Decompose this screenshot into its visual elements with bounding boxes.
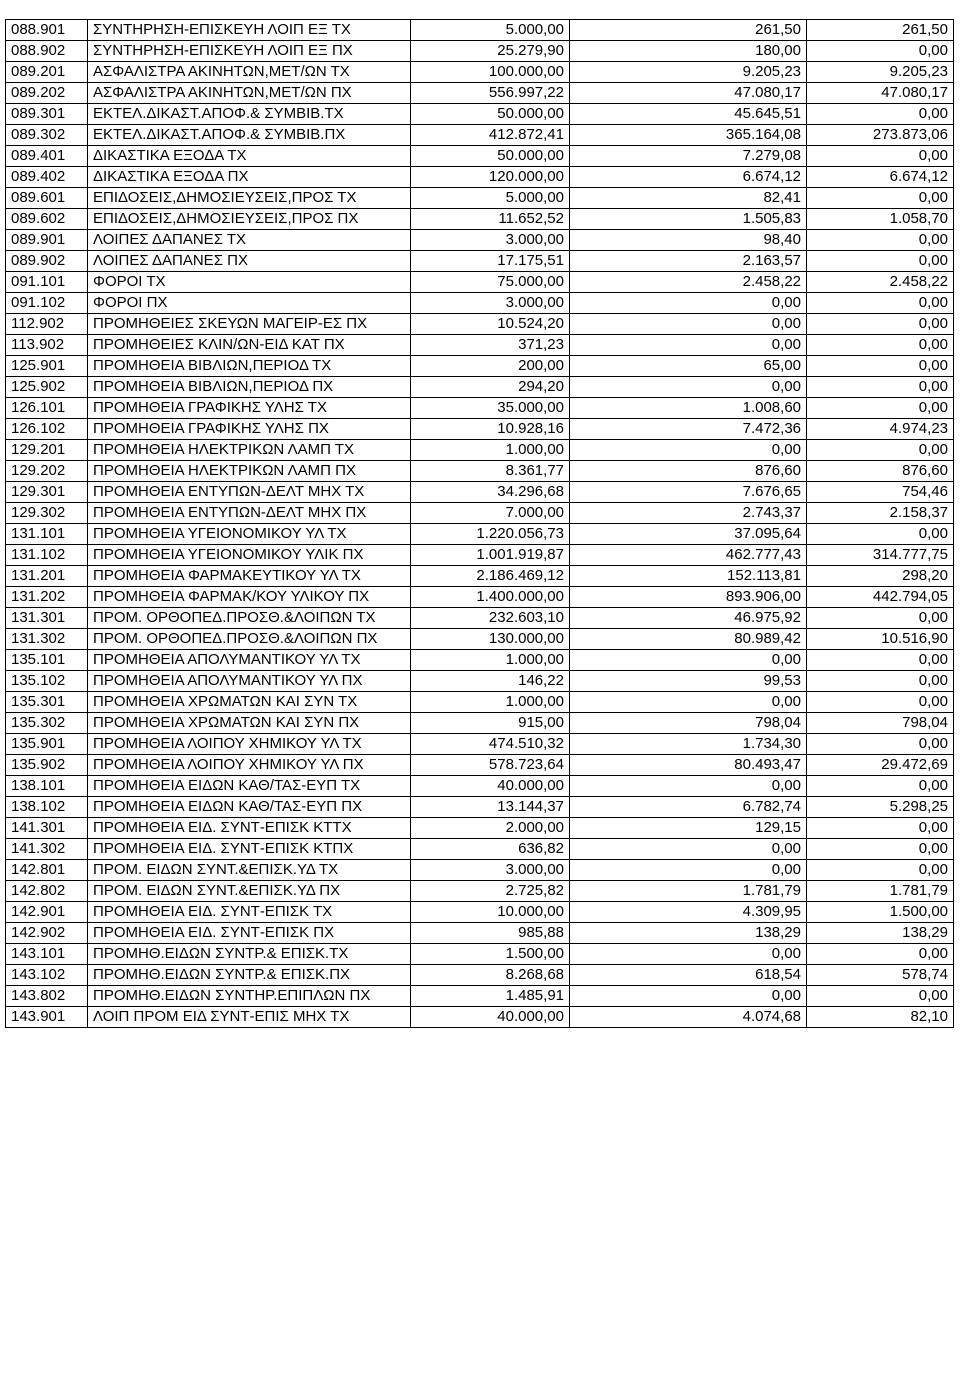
table-row — [6, 986, 954, 1007]
committed-amount-cell: 4.309,95 — [570, 902, 807, 923]
committed-amount-cell: 0,00 — [570, 314, 807, 335]
committed-amount-cell: 0,00 — [570, 944, 807, 965]
account-code-cell: 089.202 — [6, 83, 88, 104]
committed-amount-cell: 6.782,74 — [570, 797, 807, 818]
table-row — [6, 251, 954, 272]
paid-amount-cell: 10.516,90 — [807, 629, 954, 650]
budget-amount-cell: 2.725,82 — [411, 881, 570, 902]
description-cell: ΠΡΟΜΗΘΕΙΕΣ ΚΛΙΝ/ΩΝ-ΕΙΔ ΚΑΤ ΠΧ — [88, 335, 411, 356]
account-code-cell: 131.201 — [6, 566, 88, 587]
account-code-cell: 088.902 — [6, 41, 88, 62]
paid-amount-cell: 0,00 — [807, 671, 954, 692]
table-row — [6, 356, 954, 377]
committed-amount-cell: 47.080,17 — [570, 83, 807, 104]
description-cell: ΠΡΟΜΗΘ.ΕΙΔΩΝ ΣΥΝΤΡ.& ΕΠΙΣΚ.ΠΧ — [88, 965, 411, 986]
budget-amount-cell: 7.000,00 — [411, 503, 570, 524]
account-code-cell: 112.902 — [6, 314, 88, 335]
account-code-cell: 089.402 — [6, 167, 88, 188]
table-row — [6, 902, 954, 923]
committed-amount-cell: 7.279,08 — [570, 146, 807, 167]
description-cell: ΠΡΟΜΗΘΕΙΑ ΦΑΡΜΑΚΕΥΤΙΚΟΥ ΥΛ ΤΧ — [88, 566, 411, 587]
table-row — [6, 797, 954, 818]
paid-amount-cell: 2.158,37 — [807, 503, 954, 524]
table-row — [6, 608, 954, 629]
budget-amount-cell: 3.000,00 — [411, 230, 570, 251]
budget-amount-cell: 40.000,00 — [411, 1007, 570, 1028]
description-cell: ΑΣΦΑΛΙΣΤΡΑ ΑΚΙΝΗΤΩΝ,ΜΕΤ/ΩΝ ΠΧ — [88, 83, 411, 104]
budget-amount-cell: 8.268,68 — [411, 965, 570, 986]
description-cell: ΠΡΟΜΗΘΕΙΑ ΥΓΕΙΟΝΟΜΙΚΟΥ ΥΛΙΚ ΠΧ — [88, 545, 411, 566]
budget-amount-cell: 2.000,00 — [411, 818, 570, 839]
committed-amount-cell: 7.676,65 — [570, 482, 807, 503]
table-row — [6, 377, 954, 398]
paid-amount-cell: 0,00 — [807, 650, 954, 671]
committed-amount-cell: 0,00 — [570, 986, 807, 1007]
description-cell: ΠΡΟΜ. ΟΡΘΟΠΕΔ.ΠΡΟΣΘ.&ΛΟΙΠΩΝ ΤΧ — [88, 608, 411, 629]
table-row — [6, 755, 954, 776]
paid-amount-cell: 0,00 — [807, 524, 954, 545]
account-code-cell: 143.802 — [6, 986, 88, 1007]
committed-amount-cell: 2.458,22 — [570, 272, 807, 293]
table-row — [6, 482, 954, 503]
account-code-cell: 141.301 — [6, 818, 88, 839]
committed-amount-cell: 876,60 — [570, 461, 807, 482]
table-row — [6, 209, 954, 230]
account-code-cell: 089.301 — [6, 104, 88, 125]
account-code-cell: 143.901 — [6, 1007, 88, 1028]
table-row — [6, 419, 954, 440]
description-cell: ΠΡΟΜ. ΕΙΔΩΝ ΣΥΝΤ.&ΕΠΙΣΚ.ΥΔ ΤΧ — [88, 860, 411, 881]
budget-amount-cell: 1.000,00 — [411, 650, 570, 671]
committed-amount-cell: 798,04 — [570, 713, 807, 734]
table-row — [6, 440, 954, 461]
account-code-cell: 129.202 — [6, 461, 88, 482]
description-cell: ΠΡΟΜΗΘ.ΕΙΔΩΝ ΣΥΝΤΡ.& ΕΠΙΣΚ.ΤΧ — [88, 944, 411, 965]
account-code-cell: 142.801 — [6, 860, 88, 881]
table-row — [6, 776, 954, 797]
account-code-cell: 131.302 — [6, 629, 88, 650]
paid-amount-cell: 876,60 — [807, 461, 954, 482]
account-code-cell: 129.302 — [6, 503, 88, 524]
budget-amount-cell: 13.144,37 — [411, 797, 570, 818]
table-row — [6, 671, 954, 692]
table-row — [6, 923, 954, 944]
budget-amount-cell: 5.000,00 — [411, 20, 570, 41]
committed-amount-cell: 0,00 — [570, 335, 807, 356]
committed-amount-cell: 0,00 — [570, 293, 807, 314]
committed-amount-cell: 0,00 — [570, 650, 807, 671]
committed-amount-cell: 1.505,83 — [570, 209, 807, 230]
table-row — [6, 587, 954, 608]
paid-amount-cell: 0,00 — [807, 188, 954, 209]
description-cell: ΠΡΟΜΗΘΕΙΑ ΓΡΑΦΙΚΗΣ ΥΛΗΣ ΤΧ — [88, 398, 411, 419]
paid-amount-cell: 0,00 — [807, 944, 954, 965]
table-row — [6, 20, 954, 41]
table-row — [6, 692, 954, 713]
committed-amount-cell: 46.975,92 — [570, 608, 807, 629]
account-code-cell: 135.902 — [6, 755, 88, 776]
table-row — [6, 293, 954, 314]
account-code-cell: 126.102 — [6, 419, 88, 440]
paid-amount-cell: 0,00 — [807, 356, 954, 377]
committed-amount-cell: 80.493,47 — [570, 755, 807, 776]
description-cell: ΛΟΙΠΕΣ ΔΑΠΑΝΕΣ ΠΧ — [88, 251, 411, 272]
description-cell: ΠΡΟΜ. ΕΙΔΩΝ ΣΥΝΤ.&ΕΠΙΣΚ.ΥΔ ΠΧ — [88, 881, 411, 902]
table-row — [6, 146, 954, 167]
budget-amount-cell: 556.997,22 — [411, 83, 570, 104]
table-row — [6, 167, 954, 188]
account-code-cell: 089.901 — [6, 230, 88, 251]
budget-amount-cell: 200,00 — [411, 356, 570, 377]
budget-amount-cell: 10.000,00 — [411, 902, 570, 923]
table-row — [6, 860, 954, 881]
description-cell: ΠΡΟΜΗΘΕΙΑ ΗΛΕΚΤΡΙΚΩΝ ΛΑΜΠ ΠΧ — [88, 461, 411, 482]
committed-amount-cell: 99,53 — [570, 671, 807, 692]
description-cell: ΠΡΟΜΗΘΕΙΑ ΕΙΔ. ΣΥΝΤ-ΕΠΙΣΚ ΚΤΠΧ — [88, 839, 411, 860]
description-cell: ΠΡΟΜΗΘΕΙΑ ΕΝΤΥΠΩΝ-ΔΕΛΤ ΜΗΧ ΠΧ — [88, 503, 411, 524]
paid-amount-cell: 0,00 — [807, 986, 954, 1007]
budget-amount-cell: 8.361,77 — [411, 461, 570, 482]
committed-amount-cell: 365.164,08 — [570, 125, 807, 146]
paid-amount-cell: 29.472,69 — [807, 755, 954, 776]
table-row — [6, 1007, 954, 1028]
table-row — [6, 314, 954, 335]
committed-amount-cell: 0,00 — [570, 440, 807, 461]
paid-amount-cell: 0,00 — [807, 230, 954, 251]
budget-amount-cell: 1.000,00 — [411, 692, 570, 713]
paid-amount-cell: 273.873,06 — [807, 125, 954, 146]
description-cell: ΠΡΟΜΗΘΕΙΑ ΦΑΡΜΑΚ/ΚΟΥ ΥΛΙΚΟΥ ΠΧ — [88, 587, 411, 608]
committed-amount-cell: 1.781,79 — [570, 881, 807, 902]
paid-amount-cell: 754,46 — [807, 482, 954, 503]
budget-amount-cell: 5.000,00 — [411, 188, 570, 209]
paid-amount-cell: 2.458,22 — [807, 272, 954, 293]
paid-amount-cell: 4.974,23 — [807, 419, 954, 440]
table-row — [6, 62, 954, 83]
description-cell: ΠΡΟΜΗΘΕΙΑ ΕΙΔΩΝ ΚΑΘ/ΤΑΣ-ΕΥΠ ΠΧ — [88, 797, 411, 818]
table-row — [6, 272, 954, 293]
table-row — [6, 41, 954, 62]
committed-amount-cell: 80.989,42 — [570, 629, 807, 650]
committed-amount-cell: 7.472,36 — [570, 419, 807, 440]
description-cell: ΠΡΟΜΗΘΕΙΑ ΑΠΟΛΥΜΑΝΤΙΚΟΥ ΥΛ ΠΧ — [88, 671, 411, 692]
committed-amount-cell: 618,54 — [570, 965, 807, 986]
budget-amount-cell: 11.652,52 — [411, 209, 570, 230]
description-cell: ΠΡΟΜΗΘΕΙΑ ΛΟΙΠΟΥ ΧΗΜΙΚΟΥ ΥΛ ΠΧ — [88, 755, 411, 776]
paid-amount-cell: 0,00 — [807, 146, 954, 167]
table-row — [6, 104, 954, 125]
paid-amount-cell: 1.500,00 — [807, 902, 954, 923]
budget-amount-cell: 10.928,16 — [411, 419, 570, 440]
budget-amount-cell: 17.175,51 — [411, 251, 570, 272]
account-code-cell: 091.102 — [6, 293, 88, 314]
description-cell: ΑΣΦΑΛΙΣΤΡΑ ΑΚΙΝΗΤΩΝ,ΜΕΤ/ΩΝ ΤΧ — [88, 62, 411, 83]
account-code-cell: 113.902 — [6, 335, 88, 356]
account-code-cell: 131.202 — [6, 587, 88, 608]
paid-amount-cell: 1.781,79 — [807, 881, 954, 902]
committed-amount-cell: 98,40 — [570, 230, 807, 251]
budget-amount-cell: 40.000,00 — [411, 776, 570, 797]
table-row — [6, 125, 954, 146]
committed-amount-cell: 180,00 — [570, 41, 807, 62]
description-cell: ΠΡΟΜΗΘΕΙΑ ΗΛΕΚΤΡΙΚΩΝ ΛΑΜΠ ΤΧ — [88, 440, 411, 461]
paid-amount-cell: 314.777,75 — [807, 545, 954, 566]
committed-amount-cell: 152.113,81 — [570, 566, 807, 587]
description-cell: ΔΙΚΑΣΤΙΚΑ ΕΞΟΔΑ ΠΧ — [88, 167, 411, 188]
budget-amount-cell: 636,82 — [411, 839, 570, 860]
paid-amount-cell: 0,00 — [807, 293, 954, 314]
paid-amount-cell: 0,00 — [807, 440, 954, 461]
table-row — [6, 650, 954, 671]
description-cell: ΠΡΟΜΗΘΕΙΑ ΕΙΔ. ΣΥΝΤ-ΕΠΙΣΚ ΠΧ — [88, 923, 411, 944]
description-cell: ΠΡΟΜΗΘΕΙΑ ΥΓΕΙΟΝΟΜΙΚΟΥ ΥΛ ΤΧ — [88, 524, 411, 545]
table-row — [6, 335, 954, 356]
account-code-cell: 138.102 — [6, 797, 88, 818]
paid-amount-cell: 0,00 — [807, 839, 954, 860]
account-code-cell: 135.901 — [6, 734, 88, 755]
account-code-cell: 088.901 — [6, 20, 88, 41]
description-cell: ΠΡΟΜ. ΟΡΘΟΠΕΔ.ΠΡΟΣΘ.&ΛΟΙΠΩΝ ΠΧ — [88, 629, 411, 650]
budget-amount-cell: 294,20 — [411, 377, 570, 398]
account-code-cell: 141.302 — [6, 839, 88, 860]
description-cell: ΠΡΟΜΗΘΕΙΑ ΧΡΩΜΑΤΩΝ ΚΑΙ ΣΥΝ ΤΧ — [88, 692, 411, 713]
description-cell: ΠΡΟΜΗΘΕΙΑ ΒΙΒΛΙΩΝ,ΠΕΡΙΟΔ ΤΧ — [88, 356, 411, 377]
description-cell: ΠΡΟΜΗΘΕΙΑ ΕΝΤΥΠΩΝ-ΔΕΛΤ ΜΗΧ ΤΧ — [88, 482, 411, 503]
account-code-cell: 089.201 — [6, 62, 88, 83]
committed-amount-cell: 2.743,37 — [570, 503, 807, 524]
account-code-cell: 125.902 — [6, 377, 88, 398]
description-cell: ΠΡΟΜΗΘΕΙΑ ΧΡΩΜΑΤΩΝ ΚΑΙ ΣΥΝ ΠΧ — [88, 713, 411, 734]
committed-amount-cell: 462.777,43 — [570, 545, 807, 566]
budget-amount-cell: 985,88 — [411, 923, 570, 944]
budget-amount-cell: 1.220.056,73 — [411, 524, 570, 545]
account-code-cell: 131.102 — [6, 545, 88, 566]
paid-amount-cell: 0,00 — [807, 608, 954, 629]
account-code-cell: 125.901 — [6, 356, 88, 377]
budget-amount-cell: 371,23 — [411, 335, 570, 356]
account-code-cell: 089.902 — [6, 251, 88, 272]
budget-amount-cell: 1.485,91 — [411, 986, 570, 1007]
budget-amount-cell: 3.000,00 — [411, 293, 570, 314]
budget-amount-cell: 3.000,00 — [411, 860, 570, 881]
description-cell: ΦΟΡΟΙ ΠΧ — [88, 293, 411, 314]
budget-amount-cell: 2.186.469,12 — [411, 566, 570, 587]
paid-amount-cell: 6.674,12 — [807, 167, 954, 188]
paid-amount-cell: 298,20 — [807, 566, 954, 587]
budget-amount-cell: 146,22 — [411, 671, 570, 692]
paid-amount-cell: 0,00 — [807, 41, 954, 62]
committed-amount-cell: 37.095,64 — [570, 524, 807, 545]
budget-table — [5, 19, 954, 1028]
description-cell: ΠΡΟΜΗΘ.ΕΙΔΩΝ ΣΥΝΤΗΡ.ΕΠΙΠΛΩΝ ΠΧ — [88, 986, 411, 1007]
account-code-cell: 089.602 — [6, 209, 88, 230]
table-row — [6, 230, 954, 251]
table-row — [6, 629, 954, 650]
paid-amount-cell: 138,29 — [807, 923, 954, 944]
budget-amount-cell: 34.296,68 — [411, 482, 570, 503]
committed-amount-cell: 9.205,23 — [570, 62, 807, 83]
paid-amount-cell: 0,00 — [807, 776, 954, 797]
budget-amount-cell: 50.000,00 — [411, 104, 570, 125]
account-code-cell: 129.301 — [6, 482, 88, 503]
account-code-cell: 143.101 — [6, 944, 88, 965]
committed-amount-cell: 65,00 — [570, 356, 807, 377]
description-cell: ΠΡΟΜΗΘΕΙΑ ΛΟΙΠΟΥ ΧΗΜΙΚΟΥ ΥΛ ΤΧ — [88, 734, 411, 755]
committed-amount-cell: 6.674,12 — [570, 167, 807, 188]
account-code-cell: 131.301 — [6, 608, 88, 629]
description-cell: ΦΟΡΟΙ ΤΧ — [88, 272, 411, 293]
committed-amount-cell: 0,00 — [570, 839, 807, 860]
description-cell: ΠΡΟΜΗΘΕΙΑ ΒΙΒΛΙΩΝ,ΠΕΡΙΟΔ ΠΧ — [88, 377, 411, 398]
account-code-cell: 138.101 — [6, 776, 88, 797]
paid-amount-cell: 0,00 — [807, 398, 954, 419]
description-cell: ΠΡΟΜΗΘΕΙΑ ΕΙΔ. ΣΥΝΤ-ΕΠΙΣΚ ΚΤΤΧ — [88, 818, 411, 839]
account-code-cell: 126.101 — [6, 398, 88, 419]
table-row — [6, 818, 954, 839]
committed-amount-cell: 129,15 — [570, 818, 807, 839]
budget-amount-cell: 120.000,00 — [411, 167, 570, 188]
committed-amount-cell: 1.008,60 — [570, 398, 807, 419]
budget-amount-cell: 1.400.000,00 — [411, 587, 570, 608]
account-code-cell: 091.101 — [6, 272, 88, 293]
table-row — [6, 83, 954, 104]
table-row — [6, 566, 954, 587]
table-row — [6, 398, 954, 419]
paid-amount-cell: 0,00 — [807, 377, 954, 398]
budget-amount-cell: 35.000,00 — [411, 398, 570, 419]
account-code-cell: 143.102 — [6, 965, 88, 986]
paid-amount-cell: 578,74 — [807, 965, 954, 986]
description-cell: ΕΚΤΕΛ.ΔΙΚΑΣΤ.ΑΠΟΦ.& ΣΥΜΒΙΒ.ΠΧ — [88, 125, 411, 146]
committed-amount-cell: 0,00 — [570, 692, 807, 713]
account-code-cell: 089.601 — [6, 188, 88, 209]
budget-amount-cell: 130.000,00 — [411, 629, 570, 650]
description-cell: ΛΟΙΠΕΣ ΔΑΠΑΝΕΣ ΤΧ — [88, 230, 411, 251]
description-cell: ΠΡΟΜΗΘΕΙΕΣ ΣΚΕΥΩΝ ΜΑΓΕΙΡ-ΕΣ ΠΧ — [88, 314, 411, 335]
description-cell: ΠΡΟΜΗΘΕΙΑ ΕΙΔ. ΣΥΝΤ-ΕΠΙΣΚ ΤΧ — [88, 902, 411, 923]
description-cell: ΣΥΝΤΗΡΗΣΗ-ΕΠΙΣΚΕΥΗ ΛΟΙΠ ΕΞ ΤΧ — [88, 20, 411, 41]
table-row — [6, 881, 954, 902]
budget-amount-cell: 1.000,00 — [411, 440, 570, 461]
paid-amount-cell: 798,04 — [807, 713, 954, 734]
account-code-cell: 135.102 — [6, 671, 88, 692]
budget-amount-cell: 50.000,00 — [411, 146, 570, 167]
account-code-cell: 135.302 — [6, 713, 88, 734]
committed-amount-cell: 2.163,57 — [570, 251, 807, 272]
committed-amount-cell: 0,00 — [570, 377, 807, 398]
description-cell: ΕΚΤΕΛ.ΔΙΚΑΣΤ.ΑΠΟΦ.& ΣΥΜΒΙΒ.ΤΧ — [88, 104, 411, 125]
paid-amount-cell: 261,50 — [807, 20, 954, 41]
table-row — [6, 944, 954, 965]
description-cell: ΕΠΙΔΟΣΕΙΣ,ΔΗΜΟΣΙΕΥΣΕΙΣ,ΠΡΟΣ ΤΧ — [88, 188, 411, 209]
budget-amount-cell: 100.000,00 — [411, 62, 570, 83]
account-code-cell: 135.301 — [6, 692, 88, 713]
description-cell: ΛΟΙΠ ΠΡΟΜ ΕΙΔ ΣΥΝΤ-ΕΠΙΣ ΜΗΧ ΤΧ — [88, 1007, 411, 1028]
committed-amount-cell: 261,50 — [570, 20, 807, 41]
paid-amount-cell: 0,00 — [807, 818, 954, 839]
table-row — [6, 965, 954, 986]
budget-amount-cell: 1.001.919,87 — [411, 545, 570, 566]
paid-amount-cell: 0,00 — [807, 314, 954, 335]
table-row — [6, 503, 954, 524]
account-code-cell: 129.201 — [6, 440, 88, 461]
budget-amount-cell: 1.500,00 — [411, 944, 570, 965]
paid-amount-cell: 0,00 — [807, 335, 954, 356]
table-row — [6, 734, 954, 755]
account-code-cell: 089.401 — [6, 146, 88, 167]
table-row — [6, 713, 954, 734]
account-code-cell: 089.302 — [6, 125, 88, 146]
paid-amount-cell: 0,00 — [807, 692, 954, 713]
paid-amount-cell: 1.058,70 — [807, 209, 954, 230]
committed-amount-cell: 893.906,00 — [570, 587, 807, 608]
budget-amount-cell: 578.723,64 — [411, 755, 570, 776]
budget-amount-cell: 25.279,90 — [411, 41, 570, 62]
committed-amount-cell: 0,00 — [570, 860, 807, 881]
budget-amount-cell: 75.000,00 — [411, 272, 570, 293]
committed-amount-cell: 4.074,68 — [570, 1007, 807, 1028]
budget-amount-cell: 232.603,10 — [411, 608, 570, 629]
budget-amount-cell: 412.872,41 — [411, 125, 570, 146]
table-row — [6, 524, 954, 545]
committed-amount-cell: 138,29 — [570, 923, 807, 944]
description-cell: ΠΡΟΜΗΘΕΙΑ ΑΠΟΛΥΜΑΝΤΙΚΟΥ ΥΛ ΤΧ — [88, 650, 411, 671]
committed-amount-cell: 45.645,51 — [570, 104, 807, 125]
paid-amount-cell: 0,00 — [807, 251, 954, 272]
committed-amount-cell: 0,00 — [570, 776, 807, 797]
table-row — [6, 839, 954, 860]
paid-amount-cell: 9.205,23 — [807, 62, 954, 83]
budget-amount-cell: 915,00 — [411, 713, 570, 734]
description-cell: ΕΠΙΔΟΣΕΙΣ,ΔΗΜΟΣΙΕΥΣΕΙΣ,ΠΡΟΣ ΠΧ — [88, 209, 411, 230]
budget-amount-cell: 474.510,32 — [411, 734, 570, 755]
description-cell: ΠΡΟΜΗΘΕΙΑ ΕΙΔΩΝ ΚΑΘ/ΤΑΣ-ΕΥΠ ΤΧ — [88, 776, 411, 797]
paid-amount-cell: 0,00 — [807, 734, 954, 755]
table-row — [6, 461, 954, 482]
description-cell: ΠΡΟΜΗΘΕΙΑ ΓΡΑΦΙΚΗΣ ΥΛΗΣ ΠΧ — [88, 419, 411, 440]
budget-amount-cell: 10.524,20 — [411, 314, 570, 335]
table-body — [6, 20, 954, 1028]
paid-amount-cell: 5.298,25 — [807, 797, 954, 818]
description-cell: ΣΥΝΤΗΡΗΣΗ-ΕΠΙΣΚΕΥΗ ΛΟΙΠ ΕΞ ΠΧ — [88, 41, 411, 62]
table-row — [6, 188, 954, 209]
description-cell: ΔΙΚΑΣΤΙΚΑ ΕΞΟΔΑ ΤΧ — [88, 146, 411, 167]
paid-amount-cell: 0,00 — [807, 104, 954, 125]
account-code-cell: 142.902 — [6, 923, 88, 944]
committed-amount-cell: 82,41 — [570, 188, 807, 209]
table-row — [6, 545, 954, 566]
account-code-cell: 142.901 — [6, 902, 88, 923]
paid-amount-cell: 82,10 — [807, 1007, 954, 1028]
account-code-cell: 142.802 — [6, 881, 88, 902]
committed-amount-cell: 1.734,30 — [570, 734, 807, 755]
account-code-cell: 135.101 — [6, 650, 88, 671]
paid-amount-cell: 47.080,17 — [807, 83, 954, 104]
paid-amount-cell: 0,00 — [807, 860, 954, 881]
paid-amount-cell: 442.794,05 — [807, 587, 954, 608]
account-code-cell: 131.101 — [6, 524, 88, 545]
